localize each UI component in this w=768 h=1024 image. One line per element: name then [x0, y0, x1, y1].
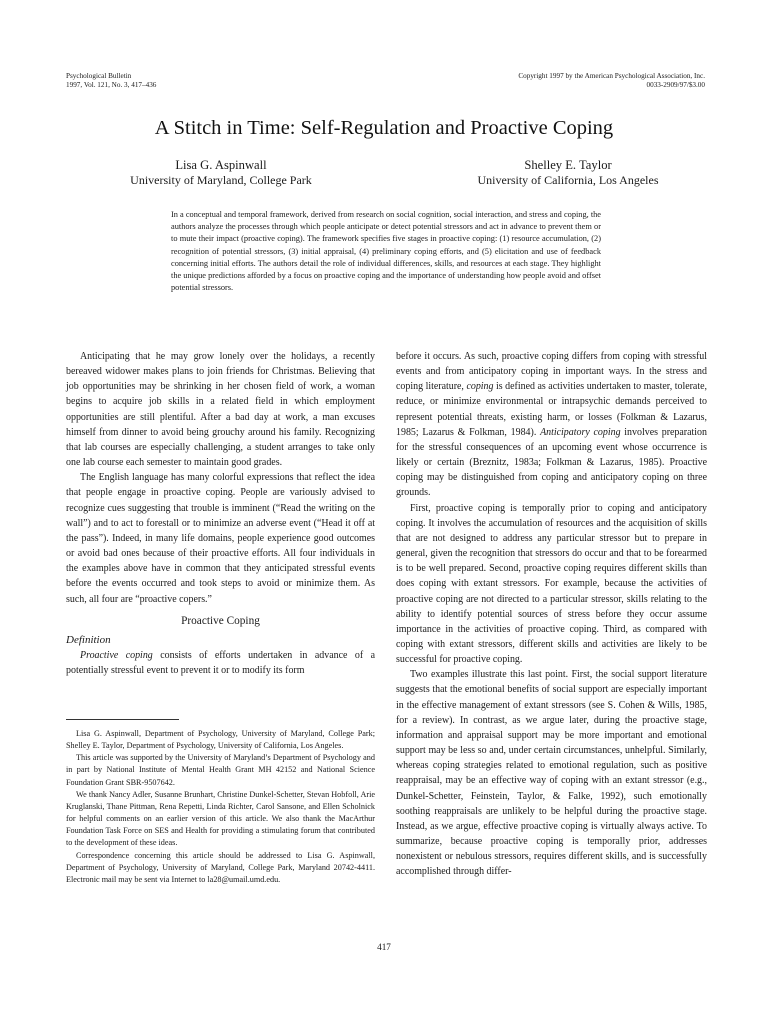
- footnotes: [66, 728, 375, 886]
- author-affiliation: University of Maryland, College Park: [130, 172, 312, 187]
- author-affiliation: University of California, Los Angeles: [477, 172, 659, 187]
- author-name: Shelley E. Taylor: [524, 158, 612, 172]
- abstract: In a conceptual and temporal framework, derived from research on social cognition, social interaction, and stress and coping, the authors analyze the processes through which people anticipate or detect potential stressors and act in advance to prevent them or to mute their impact (proactive coping). The framework specifies five stages in proactive coping: (1) resource accumulation, (2) recognition of potential stressors, (3) initial appraisal, (4) preliminary coping efforts, and (5) elicitation and use of feedback concerning initial efforts. The authors detail the role of individual differences, skills, and resources at each stage. They highlight the unique predictions afforded by a focus on proactive coping and the importance of understanding how people avoid and offset potential stressors.: [171, 210, 602, 293]
- author-name: Lisa G. Aspinwall: [175, 158, 267, 172]
- defined-term: Proactive coping: [80, 649, 153, 661]
- issn-code: 0033-2909/97/$3.00: [646, 80, 705, 89]
- footnote: Lisa G. Aspinwall, Department of Psychology, University of Maryland, College Park; Shelley E. Taylor, Department of Psychology, University of California, Los Angeles.: [66, 729, 375, 751]
- body-paragraph: Anticipating that he may grow lonely over the holidays, a recently bereaved widower makes plans to join friends for Christmas. Believing that job opportunities may be shrinking in her chosen field of work, a woman begins to acquire job skills in a related field in which employment opportunities are still plentiful. After a bad day at work, a man excuses himself from dinner to avoid being grouchy around his family. Recognizing that lab courses are especially challenging, a student arranges to take only one lab course each semester to maintain good grades.: [66, 351, 375, 469]
- journal-volume: 1997, Vol. 121, No. 3, 417–436: [66, 80, 157, 89]
- definition-text: consists of efforts undertaken in advance of a potentially stressful event to prevent it or to modify its form: [66, 649, 375, 676]
- footnote-rule: [66, 719, 179, 720]
- page-number: 417: [377, 942, 391, 952]
- journal-name: Psychological Bulletin: [66, 72, 132, 80]
- defined-term: Anticipatory coping: [540, 426, 621, 438]
- journal-citation-block: [66, 72, 156, 89]
- text-run: involves preparation for the stressful consequences of an upcoming event whose occurrence is likely or certain (Breznitz, 1983a; Folkman & Lazarus, 1985). Proactive coping may be distinguished from coping and anticipatory coping on three grounds.: [396, 426, 707, 499]
- author-2: [448, 158, 688, 187]
- text-run: is defined as activities undertaken to master, tolerate, reduce, or minimize environmental or intrapsychic demands perceived to represent potential threats, existing harm, or losses (Folkman & Lazarus, 1985; Lazarus & Folkman, 1984).: [396, 381, 707, 438]
- copyright-notice: Copyright 1997 by the American Psychological Association, Inc.: [518, 72, 705, 80]
- footnote: Correspondence concerning this article should be addressed to Lisa G. Aspinwall, Department of Psychology, University of Maryland, College Park, Maryland 20742-4411. Electronic mail may be sent via Internet to la28@umail.umd.edu.: [66, 850, 375, 884]
- text-run: before it occurs. As such, proactive coping differs from coping with stressful events and from anticipatory coping in important ways. In the stress and coping literature,: [396, 351, 707, 393]
- body-paragraph: First, proactive coping is temporally prior to coping and anticipatory coping. It involves the accumulation of resources and the acquisition of skills that are not designed to address any particular stressor but to prepare in general, given the recognition that stressors do occur and that to be forearmed is to be well prepared. Second, proactive coping requires different skills than does coping with extant stressors. For example, because the activities of proactive coping are not directed to a particular stressor, skills relating to the ability to identify potential sources of stress before they occur assume importance in the activities of proactive coping. Third, as compared with coping with extant stressors, different skills and activities are likely to be successful for proactive coping.: [396, 502, 707, 666]
- body-paragraph: [66, 648, 375, 678]
- footnote: We thank Nancy Adler, Susanne Brunhart, Christine Dunkel-Schetter, Stevan Hobfoll, Arie Kruglanski, Thane Pittman, Rena Repetti, Linda Richter, Carol Sansone, and Ellen Scholnick for helpful comments on an earlier version of this article. We also thank the MacArthur Foundation Task Force on SES and Health for providing a stimulating forum that contributed to the development of these ideas.: [66, 789, 375, 848]
- defined-term: coping: [466, 381, 494, 393]
- right-column: [396, 349, 707, 879]
- left-column: [66, 349, 375, 678]
- body-paragraph: The English language has many colorful expressions that reflect the idea that people engage in proactive coping. People are variously advised to recognize cues suggesting that trouble is imminent (“Read the writing on the wall”) and to act to forestall or to minimize an adverse event (“Head it off at the pass”). Indeed, in many life domains, people experience good outcomes or avoid bad ones because of their proactive efforts. All four individuals in the examples above have in common that they anticipated stressful events before the events occurred and took steps to avoid or minimize them. As such, all four are “proactive copers.”: [66, 472, 375, 605]
- body-paragraph: [396, 349, 707, 501]
- copyright-block: [518, 72, 705, 89]
- section-heading: Proactive Coping: [181, 614, 260, 627]
- body-paragraph: Two examples illustrate this last point. First, the social support literature suggests that the emotional benefits of social support are especially important in the effective management of extant stressors (see S. Cohen & Wills, 1985, for a review). In contrast, as we argue later, during the proactive stage, information and appraisal support may be more important and emotional support may be less so and, under certain circumstances, unhelpful. Similarly, whereas coping strategies related to emotional regulation, such as positive reappraisal, may be an effective way of coping with an extant stressor (e.g., Dunkel-Schetter, Feinstein, Taylor, & Falke, 1992), such emotionally soothing reappraisals are unlikely to be helpful during the proactive stage. Instead, as we argue, effective proactive coping is virtually always active. To summarize, because proactive coping is temporally prior, addresses nonexistent or nebulous stressors, requires different skills, and is successfully accomplished through differ-: [396, 669, 707, 878]
- footnote: This article was supported by the University of Maryland’s Department of Psychology and in part by National Institute of Mental Health Grant MH 42152 and National Science Foundation Grant SBR-9507642.: [66, 753, 375, 787]
- author-1: [116, 158, 326, 187]
- article-title: A Stitch in Time: Self-Regulation and Proactive Coping: [154, 117, 614, 139]
- subsection-heading: Definition: [66, 633, 111, 646]
